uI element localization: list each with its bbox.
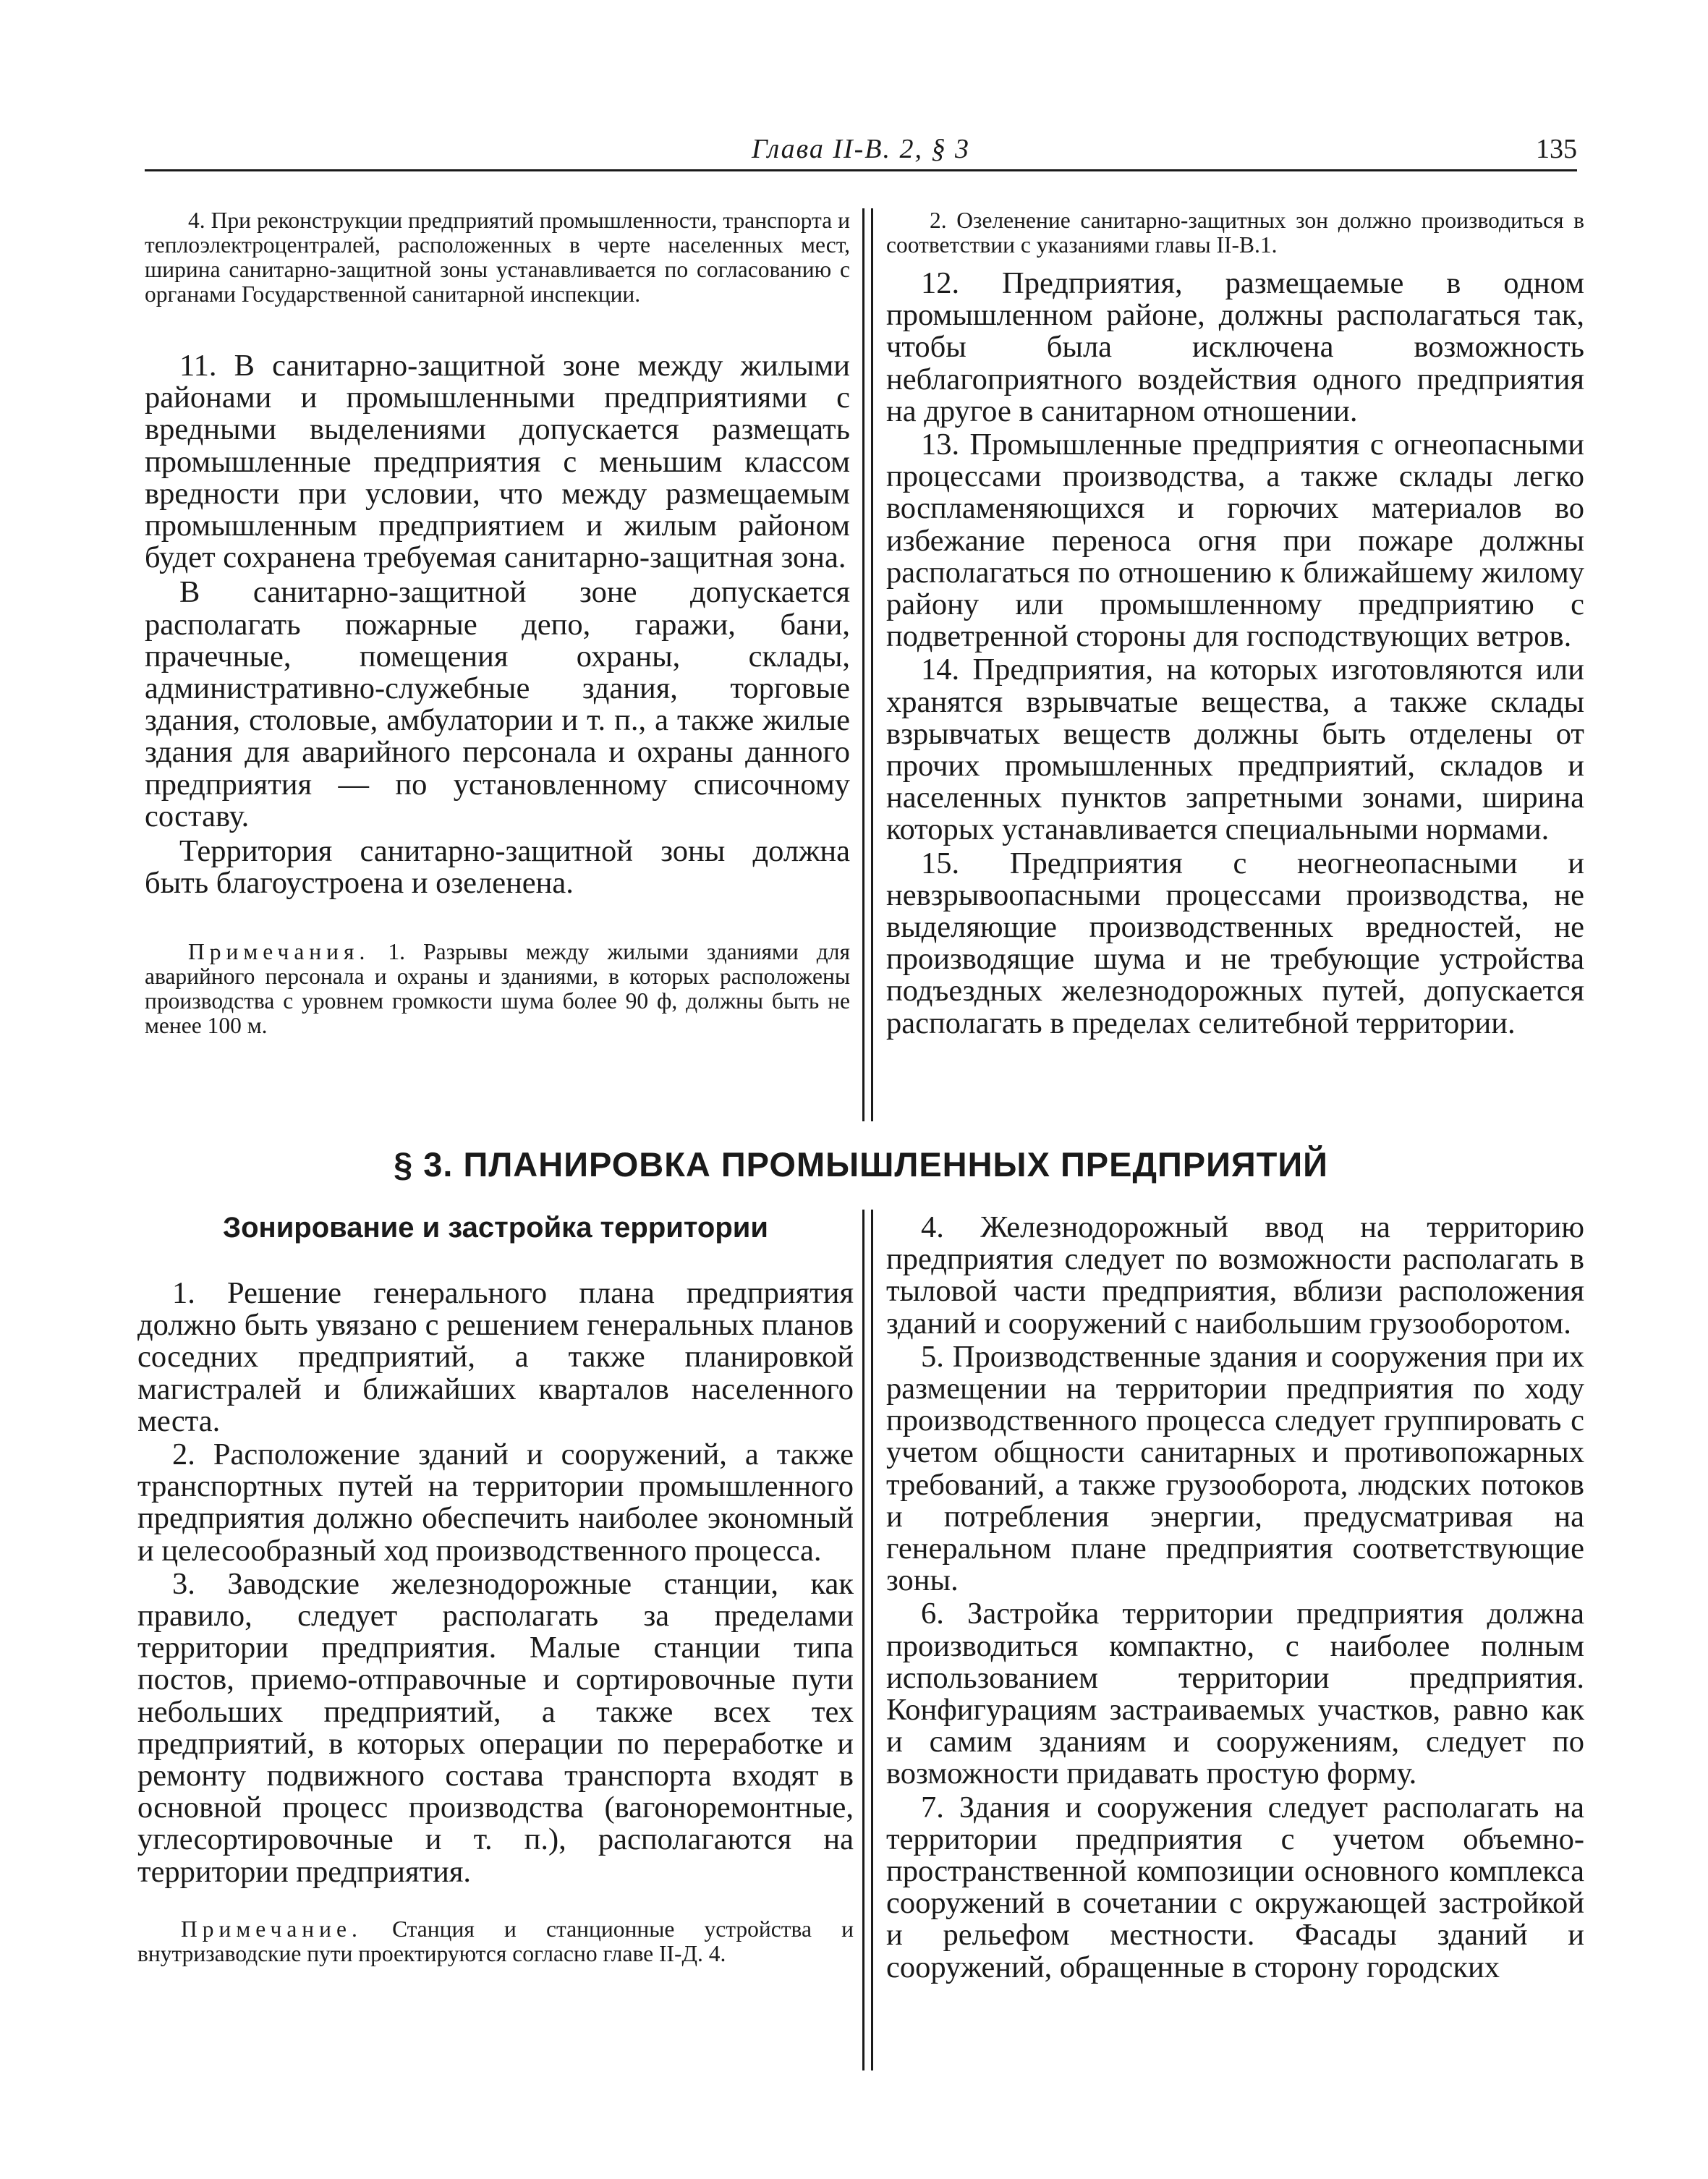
note-text: 1. Разрывы между жилыми зданиями для аварийного персонала и охраны и зданиями, в которых расположены производства с уровнем громкости шума более 90 ф, должны быть не менее 100 м.	[145, 939, 850, 1039]
note-2: 2. Озеленение санитарно-защитных зон должно производиться в соответствии с указаниями главы II-В.1.	[886, 208, 1584, 258]
paragraph-11-cont-1: В санитарно-защитной зоне допускается располагать пожарные депо, гаражи, бани, прачечные, помещения охраны, склады, административно-служебные здания, торговые здания, столовые, амбулатории и т. п., а также жилые здания для аварийного персонала и охраны данного предприятия — по установленному списочному составу.	[145, 575, 850, 833]
paragraph-6: 6. Застройка территории предприятия должна производиться компактно, с наиболее полным использованием территории предприятия. Конфигурациям застраиваемых участков, равно как и самим зданиям и сооружениям, следует по возможности придавать простую форму.	[886, 1597, 1584, 1791]
note-station-text: Станция и станционные устройства и внутризаводские пути проектируются согласно главе II-Д. 4.	[137, 1916, 854, 1966]
paragraph-3: 3. Заводские железнодорожные станции, как правило, следует располагать за пределами территории предприятия. Малые станции типа постов, приемо-отправочные и сортировочные пути небольших предприятий, а также всех тех предприятий, в которых операции по переработке и ремонту подвижного состава транспорта входят в основной процесс производства (вагоноремонтные, углесортировочные и т. п.), располагаются на территории предприятия.	[137, 1566, 854, 1889]
paragraph-5: 5. Производственные здания и сооружения при их размещении на территории предприятия по ходу производственного процесса следует группировать с учетом общности санитарных и противопожарных требований, а также грузооборота, людских потоков и потребления энергии, предусматривая на генеральном плане предприятия соответствующие зоны.	[886, 1339, 1584, 1598]
paragraph-4: 4. Железнодорожный ввод на территорию предприятия следует по возможности располагать в тыловой части предприятия, вблизи расположения зданий и сооружений с наибольшим грузооборотом.	[886, 1210, 1584, 1341]
paragraph-2: 2. Расположение зданий и сооружений, а также транспортных путей на территории промышленного предприятия должно обеспечить наиболее экономный и целесообразный ход производственного процесса.	[137, 1437, 854, 1568]
bottom-left-column	[137, 1212, 854, 1966]
column-divider-top	[862, 208, 873, 1121]
paragraph-15: 15. Предприятия с неогнеопасными и невзрывоопасными процессами производства, не выделяющие производственных вредностей, не производящие шума и не требующие устройства подъездных железнодорожных путей, допускается располагать в пределах селитебной территории.	[886, 846, 1584, 1040]
note-station-label: Примечание.	[181, 1916, 362, 1942]
paragraph-1: 1. Решение генерального плана предприятия должно быть увязано с решением генеральных планов соседних предприятий, а также планировкой магистралей и ближайших кварталов населенного места.	[137, 1276, 854, 1438]
running-header	[145, 133, 1577, 165]
section-title: § 3. ПЛАНИРОВКА ПРОМЫШЛЕННЫХ ПРЕДПРИЯТИЙ	[394, 1145, 1328, 1184]
bottom-right-column	[886, 1212, 1584, 1984]
running-title: Глава II-В. 2, § 3	[751, 134, 971, 164]
paragraph-13: 13. Промышленные предприятия с огнеопасными процессами производства, а также склады легко воспламеняющихся и горючих материалов во избежание переноса огня при пожаре должны располагаться по отношению к ближайшему жилому району или промышленному предприятию с подветренной стороны для господствующих ветров.	[886, 428, 1584, 654]
top-right-column	[886, 208, 1584, 1040]
note-station	[137, 1917, 854, 1966]
note-1	[145, 940, 850, 1038]
note-label: Примечания.	[188, 939, 370, 965]
paragraph-11-cont-2: Территория санитарно-защитной зоны должна быть благоустроена и озеленена.	[145, 834, 850, 901]
paragraph-12: 12. Предприятия, размещаемые в одном промышленном районе, должны располагаться так, чтобы была исключена возможность неблагоприятного воздействия одного предприятия на другое в санитарном отношении.	[886, 266, 1584, 428]
column-divider-bottom	[862, 1210, 873, 2070]
paragraph-11: 11. В санитарно-защитной зоне между жилыми районами и промышленными предприятиями с вредными выделениями допускается размещать промышленные предприятия с меньшим классом вредности при условии, что между размещаемым промышленным предприятием и жилым районом будет сохранена требуемая санитарно-защитная зона.	[145, 349, 850, 575]
paragraph-7: 7. Здания и сооружения следует располагать на территории предприятия с учетом объемно-пространственной композиции основного комплекса сооружений в сочетании с окружающей застройкой и рельефом местности. Фасады зданий и сооружений, обращенные в сторону городских	[886, 1790, 1584, 1984]
paragraph-14: 14. Предприятия, на которых изготовляются или хранятся взрывчатые вещества, а также склады взрывчатых веществ должны быть отделены от прочих промышленных предприятий, складов и населенных пунктов запретными зонами, ширина которых устанавливается специальными нормами.	[886, 653, 1584, 847]
header-rule	[145, 169, 1577, 171]
subheading: Зонирование и застройка территории	[223, 1212, 768, 1244]
page-number: 135	[1536, 134, 1577, 164]
top-left-column	[145, 208, 850, 1038]
paragraph-4-small: 4. При реконструкции предприятий промышленности, транспорта и теплоэлектроцентралей, расположенных в черте населенных мест, ширина санитарно-защитной зоны устанавливается по согласованию с органами Государственной санитарной инспекции.	[145, 208, 850, 307]
